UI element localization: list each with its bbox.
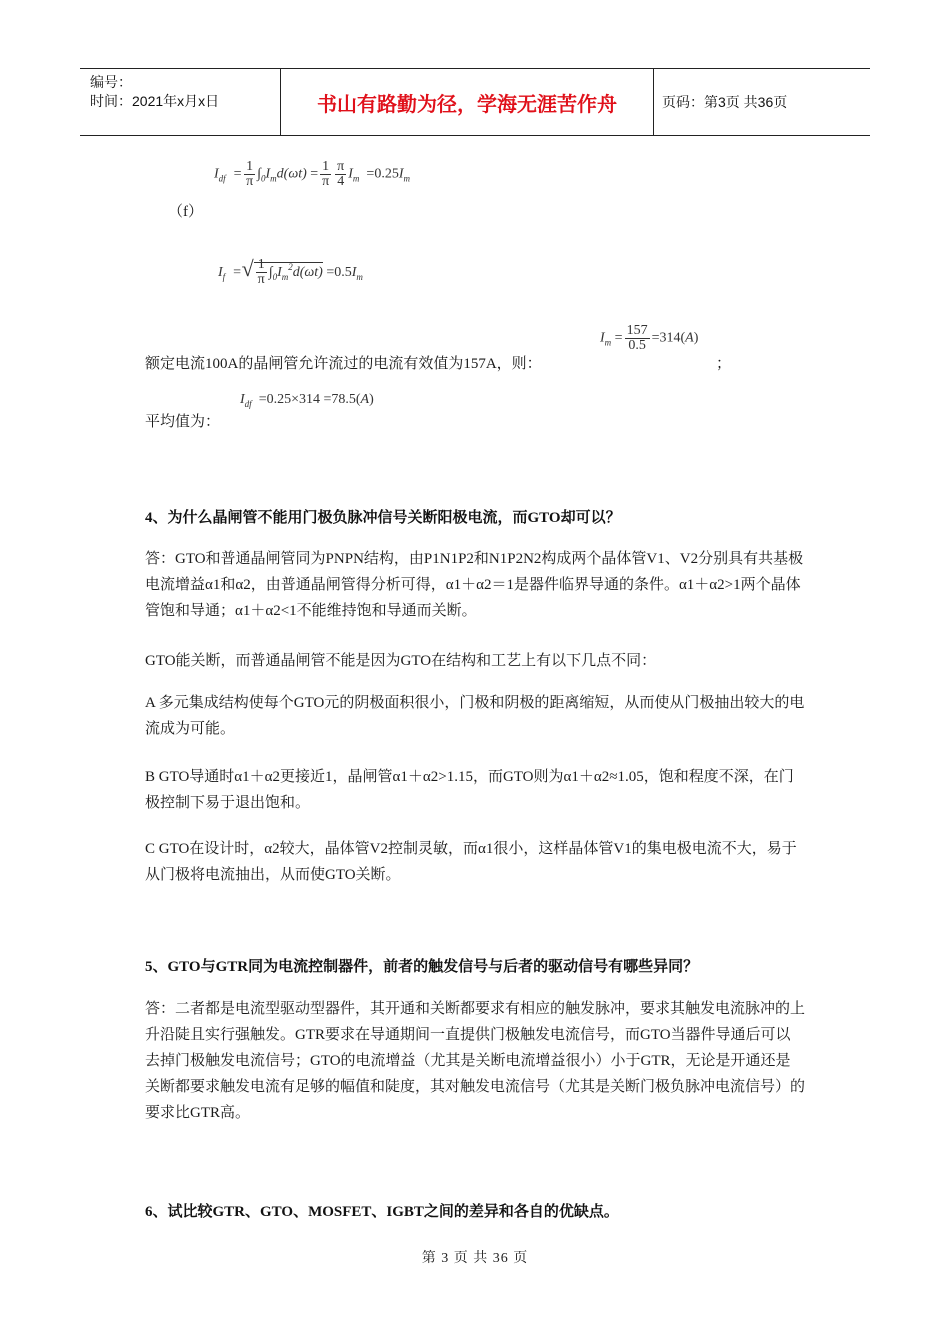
label-f: （f） — [168, 204, 203, 220]
header-motto: 书山有路勤为径，学海无涯苦作舟 — [281, 69, 654, 135]
question-4: 4、为什么晶闸管不能用门极负脉冲信号关断阳极电流，而GTO却可以？ — [145, 510, 621, 526]
answer-4-point-b: B GTO导通时α1＋α2更接近1，晶闸管α1＋α2>1.15，而GTO则为α1＋α2≈1.05，饱和程度不深，在门极控制下易于退出饱和。 — [145, 769, 794, 811]
answer-4-para-1: 答：GTO和普通晶闸管同为PNPN结构，由P1N1P2和N1P2N2构成两个晶体管V1、V2分别具有共基极电流增益α1和α2，由普通晶闸管得分析可得，α1＋α2＝1是器件临界导通的条件。α1＋α2>1两个晶体管饱和导通；α1＋α2<1不能维持饱和导通而关断。 — [145, 551, 804, 619]
answer-4-point-a: A 多元集成结构使每个GTO元的阴极面积很小，门极和阴极的距离缩短，从而使从门极抽出较大的电流成为可能。 — [145, 695, 805, 737]
question-6: 6、试比较GTR、GTO、MOSFET、IGBT之间的差异和各自的优缺点。 — [145, 1204, 619, 1220]
header-page-info: 页码：第3页 共36页 — [662, 94, 788, 110]
formula-im: $I_m$ = $\frac{157}{0.5}$ =314(A) — [600, 323, 699, 353]
answer-5: 答：二者都是电流型驱动型器件，其开通和关断都要求有相应的触发脉冲，要求其触发电流脉冲的上升沿陡且实行强触发。GTR要求在导通期间一直提供门极触发电流信号，而GTO当器件导通后可以去掉门极触发电流信号；GTO的电流增益（尤其是关断电流增益很小）小于GTR，无论是开通还是关断都要求触发电流有足够的幅值和陡度，其对触发电流信号（尤其是关断门极负脉冲电流信号）的要求比GTR高。 — [145, 1001, 806, 1121]
header-meta — [80, 69, 281, 135]
page-header — [80, 68, 870, 136]
answer-4-point-c: C GTO在设计时，α2较大，晶体管V2控制灵敏，而α1很小，这样晶体管V1的集电极电流不大，易于从门极将电流抽出，从而使GTO关断。 — [145, 841, 797, 883]
page-footer: 第 3 页 共 36 页 — [421, 1251, 529, 1266]
code-label: 编号： — [90, 74, 132, 90]
question-5: 5、GTO与GTR同为电流控制器件，前者的触发信号与后者的驱动信号有哪些异同？ — [145, 959, 699, 975]
formula-idf-value: $I_{df} =0.25\times 314 =78.5(A)$ — [240, 392, 374, 409]
date-line: 时间：2021年x月x日 — [90, 93, 220, 109]
rated-current-line: 额定电流100A的晶闸管允许流过的电流有效值为157A，则： — [145, 356, 542, 372]
formula-if: $I_f$ =√ $\frac{1}{\pi}$ $\int_0I_m^2d(\omega t) =0.5I_m$ — [218, 256, 363, 288]
formula-idf: $I_{df}$ = $\frac{1}{\pi}$ $\int_0I_md(\omega t)$ = $\frac{1}{\pi}$ $\frac{\pi}{4}$ $I_m =0.25I_m$ — [214, 159, 410, 189]
average-label: 平均值为： — [145, 414, 221, 430]
semicolon: ； — [716, 356, 732, 372]
answer-4-para-2: GTO能关断，而普通晶闸管不能是因为GTO在结构和工艺上有以下几点不同： — [145, 653, 657, 669]
